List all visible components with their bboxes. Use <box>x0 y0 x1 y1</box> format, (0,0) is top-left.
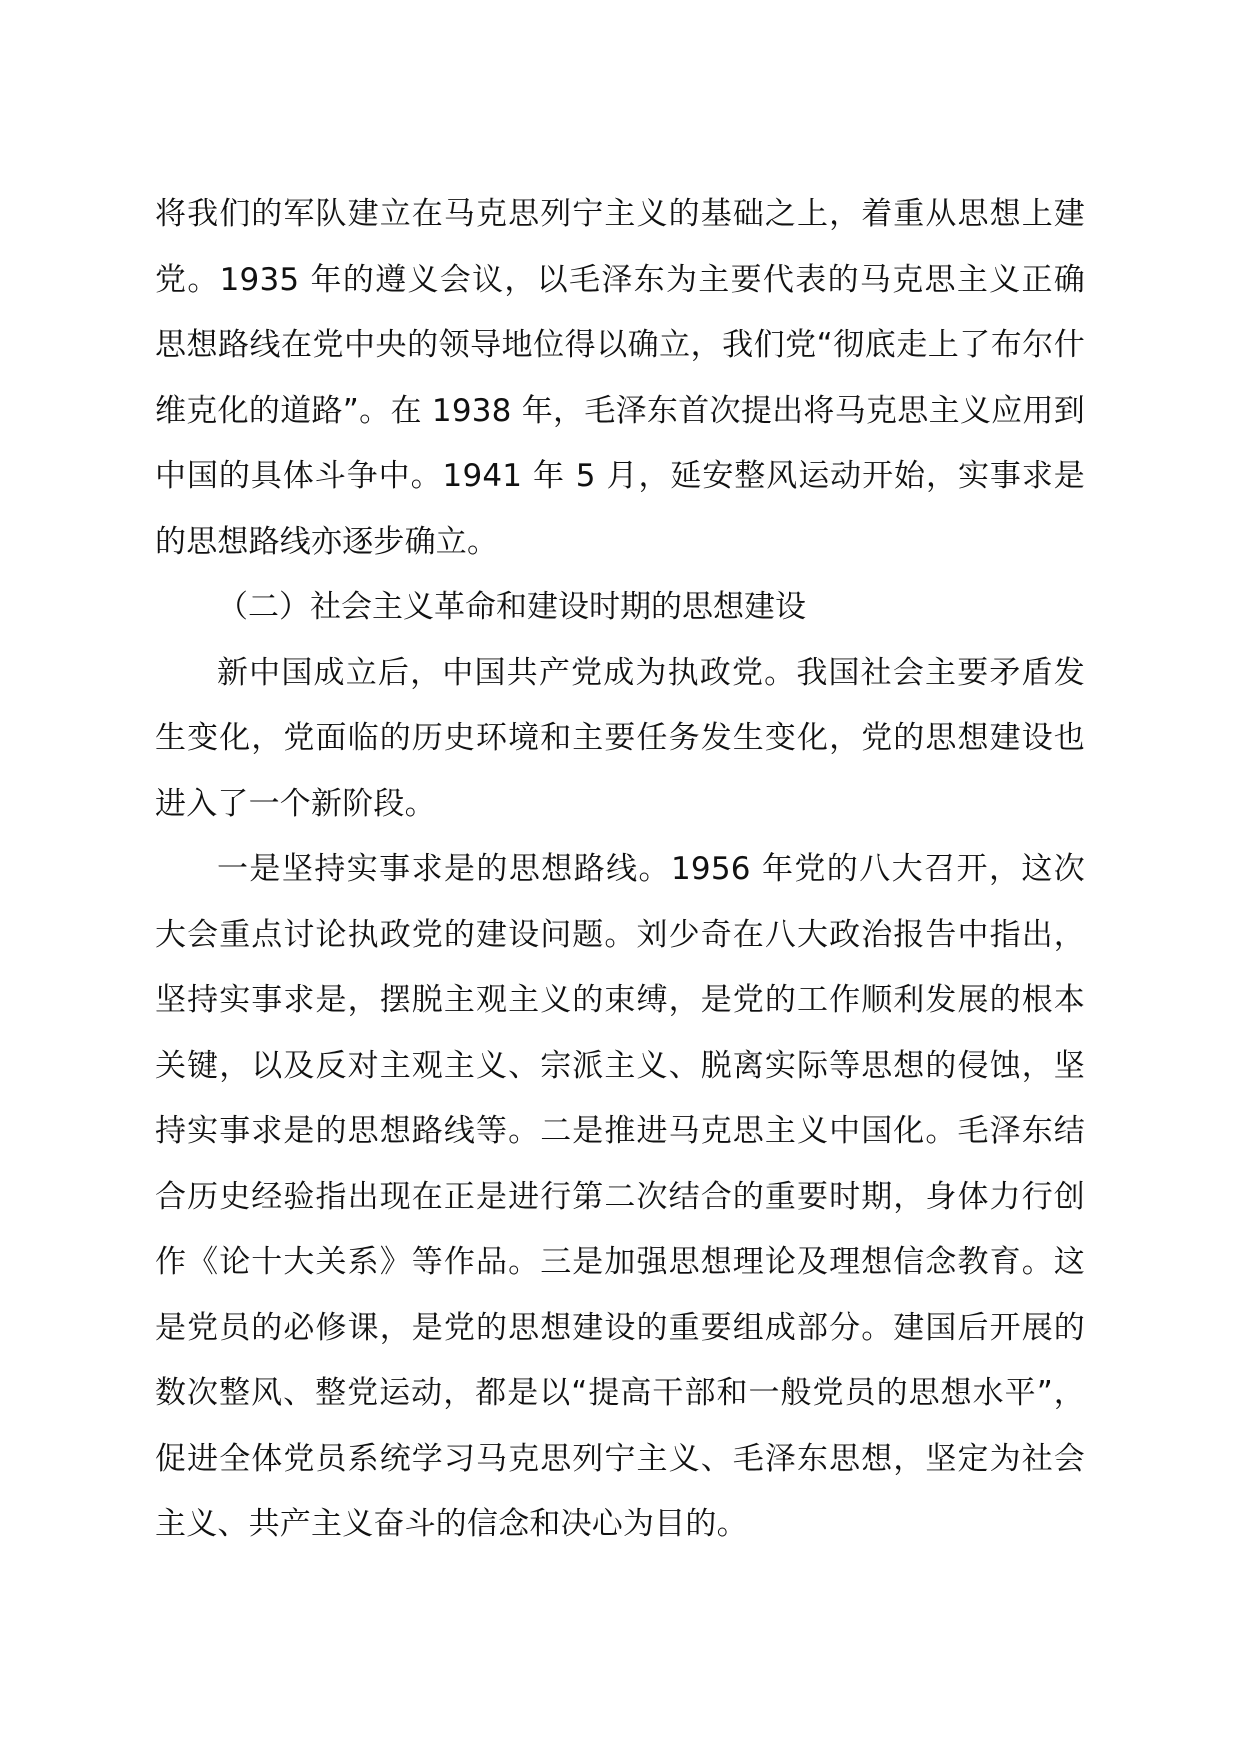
paragraph-continued: 将我们的军队建立在马克思列宁主义的基础之上，着重从思想上建党。1935 年的遵义会议，以毛泽东为主要代表的马克思主义正确思想路线在党中央的领导地位得以确立，我们党“彻底走上了布尔什维克化的道路”。在 1938 年，毛泽东首次提出将马克思主义应用到中国的具体斗争中。1941 年 5 月，延安整风运动开始，实事求是的思想路线亦逐步确立。 <box>155 196 1085 560</box>
paragraph-new-china: 新中国成立后，中国共产党成为执政党。我国社会主要矛盾发生变化，党面临的历史环境和主要任务发生变化，党的思想建设也进入了一个新阶段。 <box>155 654 1085 822</box>
document-body <box>155 182 1085 1558</box>
section-heading: （二）社会主义革命和建设时期的思想建设 <box>217 589 806 625</box>
paragraph-ideological-line: 一是坚持实事求是的思想路线。1956 年党的八大召开，这次大会重点讨论执政党的建设问题。刘少奇在八大政治报告中指出，坚持实事求是，摆脱主观主义的束缚，是党的工作顺利发展的根本关键，以及反对主观主义、宗派主义、脱离实际等思想的侵蚀，坚持实事求是的思想路线等。二是推进马克思主义中国化。毛泽东结合历史经验指出现在正是进行第二次结合的重要时期，身体力行创作《论十大关系》等作品。三是加强思想理论及理想信念教育。这是党员的必修课，是党的思想建设的重要组成部分。建国后开展的数次整风、整党运动，都是以“提高干部和一般党员的思想水平”，促进全体党员系统学习马克思列宁主义、毛泽东思想，坚定为社会主义、共产主义奋斗的信念和决心为目的。 <box>155 851 1085 1542</box>
